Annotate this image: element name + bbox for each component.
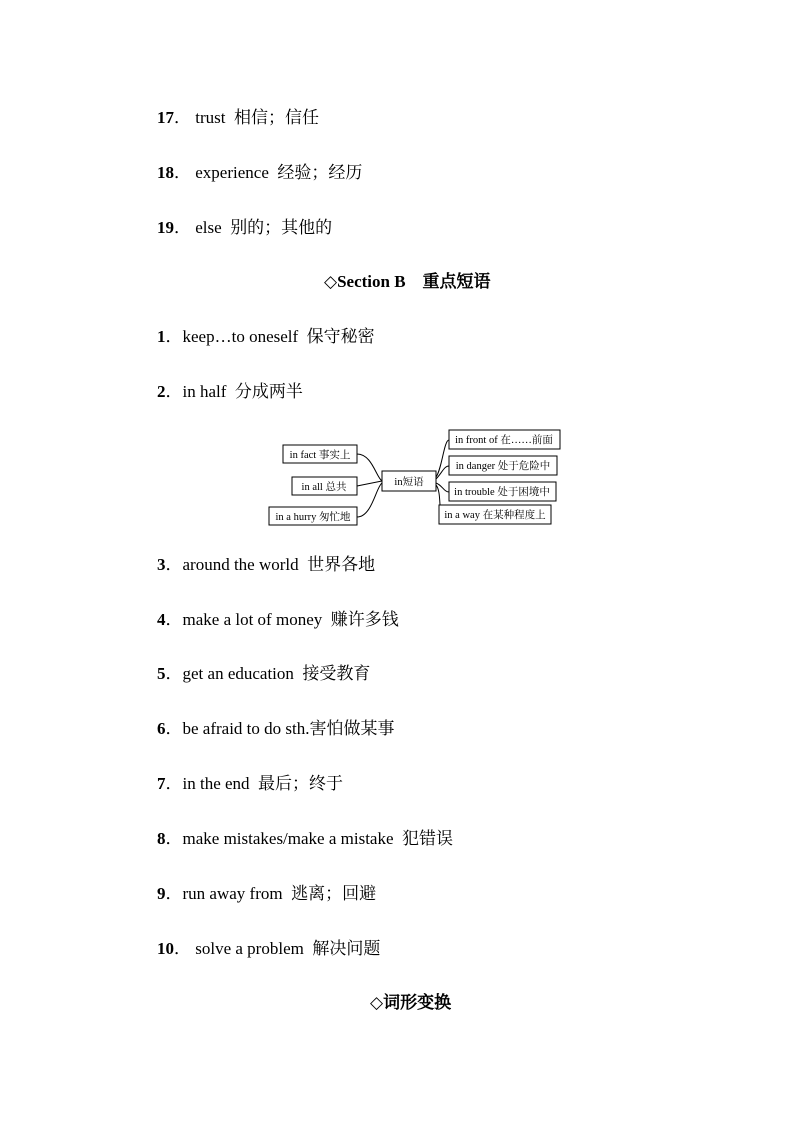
item-number: 18 (157, 163, 174, 182)
item-meaning: 解决问题 (312, 939, 381, 958)
vocab-item-19: 19． else 别的；其他的 (157, 218, 333, 237)
item-number: 2 (157, 382, 166, 401)
item-meaning: 赚许多钱 (330, 610, 399, 629)
item-word: experience (195, 163, 269, 182)
phrase-item-8: 8．make mistakes/make a mistake 犯错误 (157, 829, 454, 848)
item-meaning: 接受教育 (302, 664, 371, 683)
item-number: 7 (157, 774, 166, 793)
item-phrase: around the world (182, 555, 299, 574)
vocab-item-17: 17． trust 相信；信任 (157, 108, 319, 127)
phrase-item-6: 6．be afraid to do sth.害怕做某事 (157, 719, 395, 738)
item-phrase: keep…to oneself (182, 327, 299, 346)
center-node-label: in短语 (394, 477, 424, 488)
left-node-label: in a hurry 匆忙地 (275, 512, 351, 523)
phrase-item-10: 10． solve a problem 解决问题 (157, 939, 381, 958)
item-phrase: run away from (182, 884, 283, 903)
item-word: else (195, 218, 222, 237)
item-number: 17 (157, 108, 174, 127)
item-number: 1 (157, 327, 166, 346)
item-meaning: 害怕做某事 (309, 719, 395, 738)
connector-line (357, 454, 382, 481)
connector-line (357, 483, 382, 517)
item-meaning: 逃离；回避 (291, 884, 377, 903)
right-node-label: in front of 在……前面 (455, 435, 553, 446)
phrase-item-2: 2．in half 分成两半 (157, 382, 303, 401)
left-node-label: in all 总共 (301, 482, 347, 493)
item-meaning: 别的；其他的 (230, 218, 333, 237)
item-number: 3 (157, 555, 166, 574)
item-phrase: be afraid to do sth. (182, 719, 310, 738)
item-meaning: 相信；信任 (233, 108, 319, 127)
item-phrase: make a lot of money (182, 610, 323, 629)
item-phrase: in the end (182, 774, 250, 793)
item-number: 6 (157, 719, 166, 738)
item-phrase: solve a problem (195, 939, 304, 958)
item-number: 19 (157, 218, 174, 237)
item-number: 9 (157, 884, 166, 903)
item-number: 8 (157, 829, 166, 848)
section-b-heading: ◇Section B 重点短语 (324, 272, 491, 291)
item-number: 5 (157, 664, 166, 683)
item-number: 10 (157, 939, 174, 958)
connector-line (357, 481, 382, 486)
phrase-item-9: 9．run away from 逃离；回避 (157, 884, 377, 903)
phrase-item-1: 1．keep…to oneself 保守秘密 (157, 327, 375, 346)
item-number: 4 (157, 610, 166, 629)
item-phrase: make mistakes/make a mistake (182, 829, 394, 848)
phrase-item-4: 4．make a lot of money 赚许多钱 (157, 610, 399, 629)
item-meaning: 最后；终于 (258, 774, 344, 793)
item-phrase: in half (182, 382, 227, 401)
right-node-label: in trouble 处于困境中 (454, 487, 550, 498)
right-node-label: in a way 在某种程度上 (444, 510, 546, 521)
right-node-label: in danger 处于危险中 (455, 461, 551, 472)
phrase-item-7: 7．in the end 最后；终于 (157, 774, 344, 793)
word-forms-heading: ◇词形变换 (370, 993, 452, 1012)
phrase-item-5: 5．get an education 接受教育 (157, 664, 371, 683)
vocab-item-18: 18． experience 经验；经历 (157, 163, 363, 182)
in-phrases-mindmap (268, 427, 563, 529)
item-word: trust (195, 108, 226, 127)
item-meaning: 保守秘密 (306, 327, 375, 346)
phrase-item-3: 3．around the world 世界各地 (157, 555, 376, 574)
item-meaning: 分成两半 (234, 382, 303, 401)
item-phrase: get an education (182, 664, 294, 683)
item-meaning: 犯错误 (402, 829, 454, 848)
item-meaning: 世界各地 (307, 555, 376, 574)
left-node-label: in fact 事实上 (289, 450, 351, 461)
item-meaning: 经验；经历 (277, 163, 363, 182)
